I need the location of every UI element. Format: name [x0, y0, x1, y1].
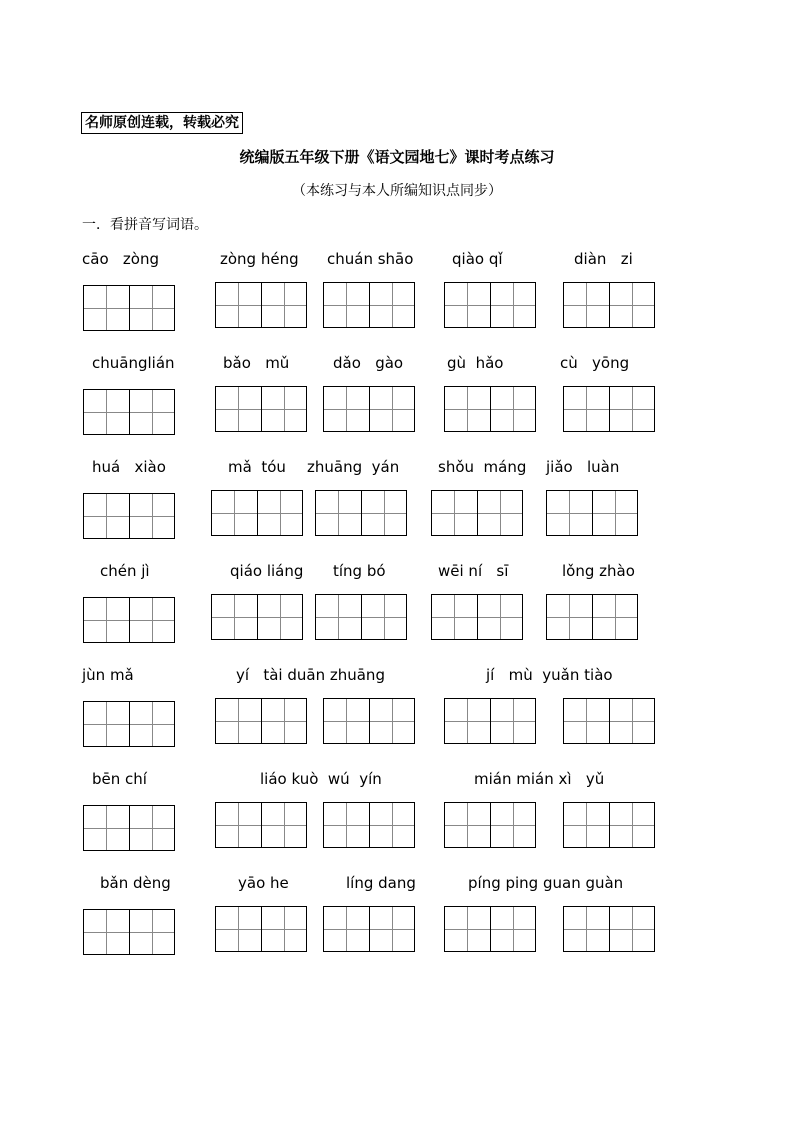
pinyin-label: qiáo liáng	[230, 562, 304, 580]
writing-grid[interactable]	[215, 698, 307, 744]
pinyin-label: yāo he	[238, 874, 289, 892]
copyright-badge: 名师原创连载，转载必究	[81, 112, 243, 134]
writing-grid[interactable]	[215, 386, 307, 432]
writing-grid[interactable]	[323, 386, 415, 432]
pinyin-label: dǎo gào	[333, 354, 404, 372]
pinyin-label: huá xiào	[92, 458, 166, 476]
writing-grid[interactable]	[83, 389, 175, 435]
writing-grid[interactable]	[546, 490, 638, 536]
writing-grid[interactable]	[444, 386, 536, 432]
section-heading: 一．看拼音写词语。	[82, 217, 208, 233]
writing-grid[interactable]	[563, 802, 655, 848]
writing-grid[interactable]	[546, 594, 638, 640]
writing-grid[interactable]	[315, 490, 407, 536]
page-subtitle: （本练习与本人所编知识点同步）	[292, 183, 502, 199]
writing-grid[interactable]	[211, 594, 303, 640]
pinyin-label: jí mù yuǎn tiào	[486, 666, 613, 684]
writing-grid[interactable]	[83, 701, 175, 747]
writing-grid[interactable]	[444, 698, 536, 744]
writing-grid[interactable]	[431, 594, 523, 640]
writing-grid[interactable]	[323, 698, 415, 744]
pinyin-label: cāo zòng	[82, 250, 159, 268]
pinyin-label: tíng bó	[333, 562, 386, 580]
pinyin-label: jiǎo luàn	[546, 458, 620, 476]
writing-grid[interactable]	[83, 493, 175, 539]
writing-grid[interactable]	[563, 282, 655, 328]
pinyin-label: qiào qǐ	[452, 250, 503, 268]
writing-grid[interactable]	[563, 906, 655, 952]
pinyin-label: shǒu máng	[438, 458, 527, 476]
writing-grid[interactable]	[323, 906, 415, 952]
pinyin-label: liáo kuò wú yín	[260, 770, 382, 788]
writing-grid[interactable]	[431, 490, 523, 536]
writing-grid[interactable]	[563, 386, 655, 432]
page-title: 统编版五年级下册《语文园地七》课时考点练习	[239, 148, 555, 166]
writing-grid[interactable]	[563, 698, 655, 744]
pinyin-label: wēi ní sī	[438, 562, 509, 580]
writing-grid[interactable]	[444, 802, 536, 848]
pinyin-label: zòng héng	[220, 250, 299, 268]
writing-grid[interactable]	[444, 282, 536, 328]
pinyin-label: bǎn dèng	[100, 874, 171, 892]
pinyin-label: jùn mǎ	[82, 666, 134, 684]
writing-grid[interactable]	[211, 490, 303, 536]
writing-grid[interactable]	[315, 594, 407, 640]
pinyin-label: mǎ tóu	[228, 458, 286, 476]
pinyin-label: lǒng zhào	[562, 562, 635, 580]
pinyin-label: píng ping guan guàn	[468, 874, 624, 892]
pinyin-label: bǎo mǔ	[223, 354, 290, 372]
pinyin-label: yí tài duān zhuāng	[236, 666, 385, 684]
pinyin-label: gù hǎo	[447, 354, 504, 372]
pinyin-label: chén jì	[100, 562, 150, 580]
writing-grid[interactable]	[215, 282, 307, 328]
writing-grid[interactable]	[83, 909, 175, 955]
pinyin-label: chuānglián	[92, 354, 175, 372]
writing-grid[interactable]	[215, 802, 307, 848]
pinyin-label: chuán shāo	[327, 250, 414, 268]
writing-grid[interactable]	[323, 802, 415, 848]
pinyin-label: cù yōng	[560, 354, 630, 372]
writing-grid[interactable]	[83, 597, 175, 643]
writing-grid[interactable]	[323, 282, 415, 328]
pinyin-label: mián mián xì yǔ	[474, 770, 605, 788]
pinyin-label: bēn chí	[92, 770, 147, 788]
pinyin-label: líng dang	[346, 874, 416, 892]
writing-grid[interactable]	[83, 805, 175, 851]
pinyin-label: zhuāng yán	[307, 458, 400, 476]
pinyin-label: diàn zi	[574, 250, 633, 268]
writing-grid[interactable]	[83, 285, 175, 331]
writing-grid[interactable]	[444, 906, 536, 952]
writing-grid[interactable]	[215, 906, 307, 952]
